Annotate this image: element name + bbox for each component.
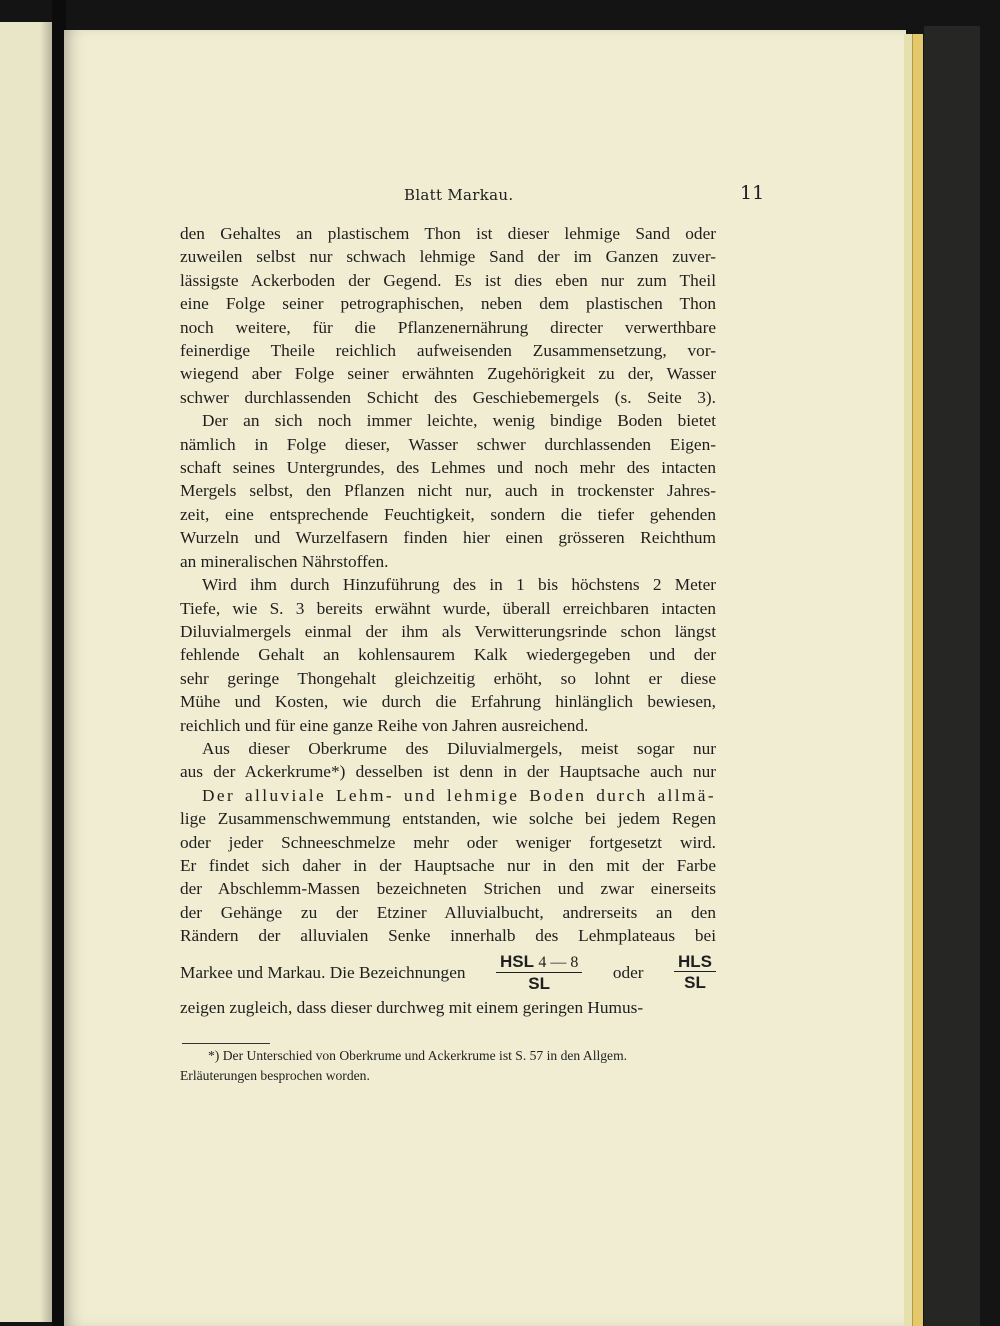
- footnote-rule: [182, 1043, 270, 1044]
- text-line: reichlich und für eine ganze Reihe von Jahren ausreichend.: [180, 715, 589, 735]
- text-line: schaft seines Untergrundes, des Lehmes und noch mehr des intacten: [180, 458, 716, 478]
- text-line: lige Zusammenschwemmung entstanden, wie solche bei jedem Regen: [180, 809, 716, 829]
- text-line: fehlende Gehalt an kohlensaurem Kalk wiedergegeben und der: [180, 645, 716, 665]
- text-line: noch weitere, für die Pflanzenernährung directer verwerthbare: [180, 317, 716, 337]
- text-line: Wurzeln und Wurzelfasern finden hier einen grösseren Reichthum: [180, 528, 716, 548]
- gilt-page-edge: [912, 34, 923, 1326]
- text-line: Mühe und Kosten, wie durch die Erfahrung hinlänglich bewiesen,: [180, 692, 716, 712]
- text-line: lässigste Ackerboden der Gegend. Es ist dies eben nur zum Theil: [180, 270, 716, 290]
- footnote-line: *) Der Unterschied von Oberkrume und Ackerkrume ist S. 57 in den Allgem.: [208, 1048, 628, 1063]
- text-line: zuweilen selbst nur schwach lehmige Sand der im Ganzen zuver-: [180, 247, 716, 267]
- text-line: aus der Ackerkrume*) desselben ist denn in der Hauptsache auch nur: [180, 762, 716, 782]
- soil-formula-fraction: [496, 953, 582, 993]
- footnote: [180, 1046, 716, 1086]
- text-line: feinerdige Theile reichlich aufweisenden Zusammensetzung, vor-: [180, 341, 716, 361]
- text-line: den Gehaltes an plastischem Thon ist dieser lehmige Sand oder: [180, 224, 716, 243]
- text-line: Aus dieser Oberkrume des Diluvialmergels, meist sogar nur: [202, 738, 716, 758]
- formula-text-before: Markee und Markau. Die Bezeichnungen: [180, 962, 466, 982]
- fraction-denominator: SL: [684, 973, 706, 993]
- page-number: 11: [740, 182, 765, 204]
- text-line: nämlich in Folge dieser, Wasser schwer durchlassenden Eigen-: [180, 434, 716, 454]
- page-header: [64, 158, 906, 204]
- text-line: zeit, eine entsprechende Feuchtigkeit, sondern die tiefer gehenden: [180, 504, 716, 524]
- footnote-line: Erläuterungen besprochen worden.: [180, 1068, 370, 1083]
- text-line: Diluvialmergels einmal der ihm als Verwitterungsrinde schon längst: [180, 621, 716, 641]
- text-line: eine Folge seiner petrographischen, neben dem plastischen Thon: [180, 294, 716, 314]
- formula-line: [180, 950, 716, 996]
- fraction-numerator-range: 4 — 8: [538, 953, 579, 971]
- body-text: [180, 222, 716, 1019]
- text-line: Der an sich noch immer leichte, wenig bindige Boden bietet: [202, 411, 716, 431]
- text-line: Mergels selbst, den Pflanzen nicht nur, auch in trockenster Jahres-: [180, 481, 716, 501]
- text-line: schwer durchlassenden Schicht des Geschiebemergels (s. Seite 3).: [180, 387, 716, 407]
- text-line: Rändern der alluvialen Senke innerhalb des Lehmplateaus bei: [180, 926, 716, 946]
- text-line: Der alluviale Lehm- und lehmige Boden durch allmä-: [202, 785, 716, 805]
- text-line: an mineralischen Nährstoffen.: [180, 551, 389, 571]
- fraction-numerator-code: HSL: [499, 951, 534, 971]
- fraction-numerator: HLS: [674, 953, 716, 972]
- fraction-denominator: SL: [528, 973, 551, 993]
- formula-connector: oder: [612, 962, 644, 982]
- book-cover: [924, 26, 980, 1326]
- fraction-numerator: [496, 953, 582, 973]
- text-line: wiegend aber Folge seiner erwähnten Zugehörigkeit zu der, Wasser: [180, 364, 716, 384]
- text-line: Er findet sich daher in der Hauptsache nur in den mit der Farbe: [180, 855, 716, 875]
- text-line: der Gehänge zu der Etziner Alluvialbucht, andrerseits an den: [180, 902, 716, 922]
- text-line: Tiefe, wie S. 3 bereits erwähnt wurde, überall erreichbaren intacten: [180, 598, 716, 618]
- page-stack-edge: [904, 34, 912, 1326]
- text-line: sehr geringe Thongehalt gleichzeitig erhöht, so lohnt er diese: [180, 668, 716, 688]
- soil-formula-fraction: [674, 953, 716, 992]
- text-line: Wird ihm durch Hinzuführung des in 1 bis höchstens 2 Meter: [202, 575, 716, 595]
- text-line: zeigen zugleich, dass dieser durchweg mit einem geringen Humus-: [180, 997, 644, 1017]
- running-head: Blatt Markau.: [404, 186, 514, 204]
- text-line: der Abschlemm-Massen bezeichneten Strichen und zwar einerseits: [180, 879, 716, 899]
- text-line: oder jeder Schneeschmelze mehr oder weniger fortgesetzt wird.: [180, 832, 716, 852]
